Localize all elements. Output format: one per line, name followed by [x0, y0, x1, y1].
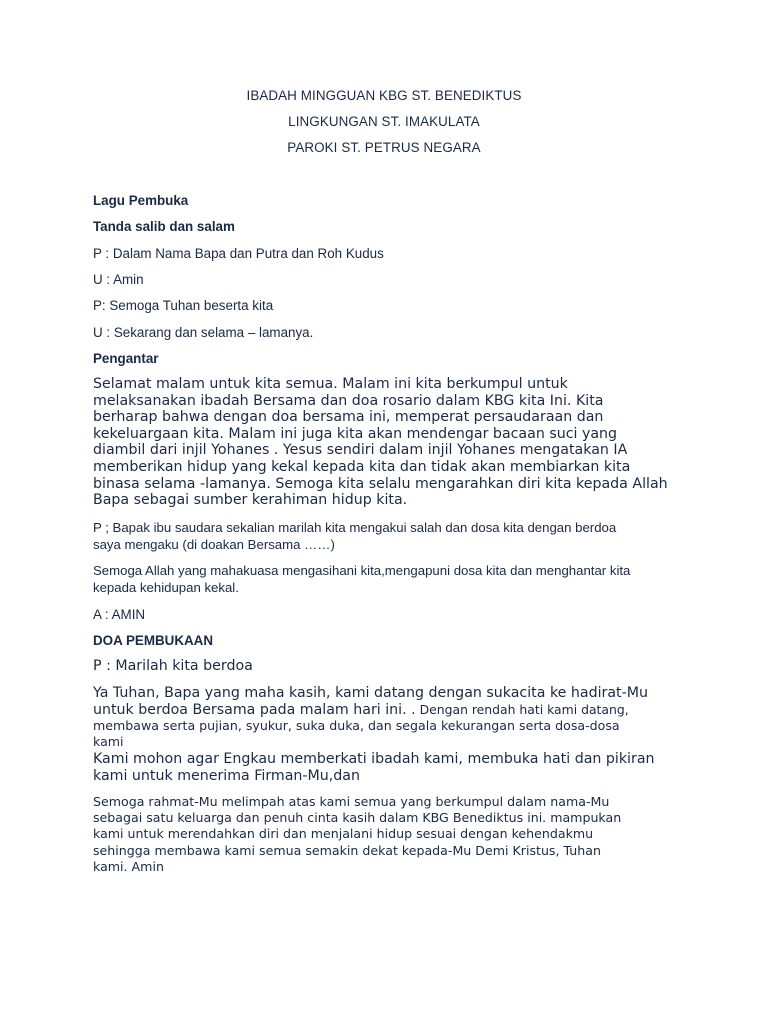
paragraph-line: kami. Amin [93, 858, 164, 874]
paragraph-line: berharap bahwa dengan doa bersama ini, memperat persaudaraan dan [93, 409, 604, 426]
paragraph-segment: untuk berdoa Bersama pada malam hari ini. . [93, 701, 416, 718]
paragraph-line: kepada kehidupan kekal. [93, 579, 239, 595]
paragraph-line: kekeluargaan kita. Malam ini juga kita akan mendengar bacaan suci yang [93, 425, 618, 442]
paragraph-line: Selamat malam untuk kita semua. Malam ini kita berkumpul untuk [93, 376, 568, 392]
response-p-dalam-nama: P : Dalam Nama Bapa dan Putra dan Roh Kudus [93, 246, 384, 261]
paragraph-line: kami untuk menerima Firman-Mu,dan [93, 767, 360, 784]
pengantar-paragraph [93, 376, 693, 509]
paragraph-line: sehingga membawa kami semua semakin dekat kepada-Mu Demi Kristus, Tuhan [93, 842, 601, 858]
heading-doa-pembukaan: DOA PEMBUKAAN [93, 633, 214, 648]
title-line-1: IBADAH MINGGUAN KBG ST. BENEDIKTUS [246, 88, 522, 103]
heading-lagu-pembuka: Lagu Pembuka [93, 193, 189, 208]
response-p-marilah: P : Marilah kita berdoa [93, 658, 253, 674]
response-p-semoga: P: Semoga Tuhan beserta kita [93, 298, 274, 313]
heading-pengantar: Pengantar [93, 351, 159, 366]
paragraph-line: Semoga Allah yang mahakuasa mengasihani kita,mengapuni dosa kita dan menghantar kita [93, 563, 631, 578]
response-u-sekarang: U : Sekarang dan selama – lamanya. [93, 325, 314, 340]
kami-mohon-paragraph [93, 751, 693, 784]
paragraph-line: membawa serta pujian, syukur, suka duka, dan segala kekurangan serta dosa-dosa [93, 718, 620, 734]
paragraph-line: P ; Bapak ibu saudara sekalian marilah kita mengakui salah dan dosa kita dengan berdoa [93, 520, 617, 535]
paragraph-segment-small: Dengan rendah hati kami datang, [415, 701, 629, 717]
paragraph-line: saya mengaku (di doakan Bersama ……) [93, 536, 335, 552]
paragraph-line [93, 702, 693, 719]
paragraph-line: sebagai satu keluarga dan penuh cinta kasih dalam KBG Benediktus ini. mampukan [93, 810, 622, 826]
ya-tuhan-paragraph [93, 685, 693, 751]
paragraph-line: kami untuk merendahkan diri dan menjalani hidup sesuai dengan kehendakmu [93, 826, 594, 842]
paragraph-line: kami [93, 734, 124, 750]
title-line-3: PAROKI ST. PETRUS NEGARA [287, 140, 481, 155]
paragraph-line: binasa selama -lamanya. Semoga kita selalu mengarahkan diri kita kepada Allah [93, 475, 668, 492]
paragraph-line: Ya Tuhan, Bapa yang maha kasih, kami datang dengan sukacita ke hadirat-Mu [93, 685, 648, 701]
paragraph-line: diambil dari injil Yohanes . Yesus sendiri dalam injil Yohanes mengatakan IA [93, 442, 628, 459]
title-line-2: LINGKUNGAN ST. IMAKULATA [288, 114, 480, 129]
paragraph-line: Semoga rahmat-Mu melimpah atas kami semua yang berkumpul dalam nama-Mu [93, 794, 610, 809]
paragraph-line: memberikan hidup yang kekal kepada kita dan tidak akan membiarkan kita [93, 458, 631, 475]
paragraph-line: Bapa sebagai sumber kerahiman hidup kita. [93, 492, 408, 509]
paragraph-line: Kami mohon agar Engkau memberkati ibadah kami, membuka hati dan pikiran [93, 751, 655, 767]
heading-tanda-salib: Tanda salib dan salam [93, 219, 235, 234]
bapak-ibu-paragraph [93, 520, 693, 554]
semoga-rahmat-paragraph [93, 794, 693, 875]
semoga-allah-paragraph [93, 563, 693, 597]
paragraph-line: melaksanakan ibadah Bersama dan doa rosario dalam KBG kita Ini. Kita [93, 392, 604, 409]
response-a-amin: A : AMIN [93, 607, 146, 622]
response-u-amin: U : Amin [93, 272, 144, 287]
